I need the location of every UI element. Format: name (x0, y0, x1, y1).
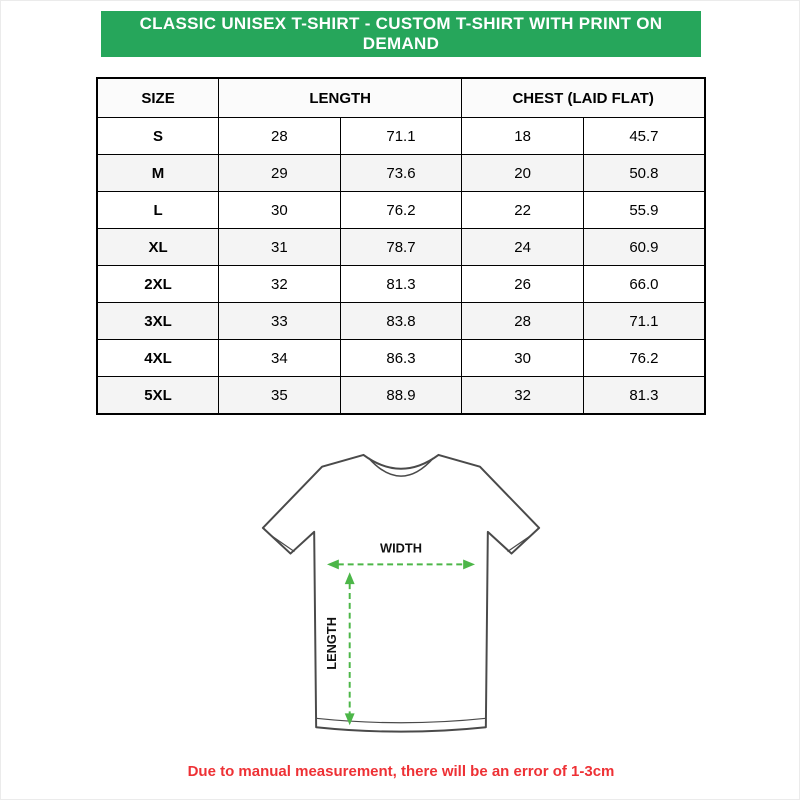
table-row (97, 266, 705, 303)
length-in-cell: 29 (219, 155, 341, 192)
length-cm-cell: 78.7 (340, 229, 462, 266)
width-label: WIDTH (380, 540, 422, 556)
length-cm-cell: 83.8 (340, 303, 462, 340)
size-cell: M (97, 155, 219, 192)
length-in-cell: 28 (219, 118, 341, 155)
chest-cm-cell: 81.3 (583, 377, 705, 415)
size-cell: S (97, 118, 219, 155)
length-cm-cell: 88.9 (340, 377, 462, 415)
chest-cm-cell: 60.9 (583, 229, 705, 266)
measurement-note (1, 763, 800, 780)
length-cm-cell: 73.6 (340, 155, 462, 192)
size-cell: L (97, 192, 219, 229)
length-in-cell: 31 (219, 229, 341, 266)
table-row (97, 229, 705, 266)
tshirt-measurement-diagram (253, 439, 549, 751)
size-cell: 2XL (97, 266, 219, 303)
chest-cm-cell: 50.8 (583, 155, 705, 192)
chest-cm-cell: 45.7 (583, 118, 705, 155)
chest-in-cell: 32 (462, 377, 584, 415)
table-row (97, 192, 705, 229)
tshirt-diagram-svg (253, 439, 549, 751)
chest-cm-cell: 66.0 (583, 266, 705, 303)
size-cell: 4XL (97, 340, 219, 377)
table-row (97, 377, 705, 415)
length-in-cell: 32 (219, 266, 341, 303)
table-header-row (97, 78, 705, 118)
chest-in-cell: 22 (462, 192, 584, 229)
length-cm-cell: 76.2 (340, 192, 462, 229)
table-row (97, 118, 705, 155)
table-row (97, 340, 705, 377)
length-in-cell: 33 (219, 303, 341, 340)
chest-cm-cell: 76.2 (583, 340, 705, 377)
size-cell: 3XL (97, 303, 219, 340)
header-length: LENGTH (219, 78, 462, 118)
chest-in-cell: 20 (462, 155, 584, 192)
length-cm-cell: 81.3 (340, 266, 462, 303)
header-size: SIZE (97, 78, 219, 118)
chest-cm-cell: 71.1 (583, 303, 705, 340)
chest-in-cell: 30 (462, 340, 584, 377)
chest-in-cell: 26 (462, 266, 584, 303)
measurement-note-text: Due to manual measurement, there will be an error of 1-3cm (187, 763, 615, 780)
size-cell: XL (97, 229, 219, 266)
header-chest: CHEST (LAID FLAT) (462, 78, 705, 118)
length-label: LENGTH (323, 617, 339, 670)
table-body (97, 118, 705, 415)
chest-in-cell: 24 (462, 229, 584, 266)
chest-cm-cell: 55.9 (583, 192, 705, 229)
chest-in-cell: 28 (462, 303, 584, 340)
length-in-cell: 34 (219, 340, 341, 377)
tshirt-outline (263, 455, 539, 732)
title-banner (101, 11, 701, 57)
length-in-cell: 30 (219, 192, 341, 229)
page-title: CLASSIC UNISEX T-SHIRT - CUSTOM T-SHIRT WITH PRINT ON DEMAND (139, 14, 663, 53)
table-row (97, 155, 705, 192)
size-chart-table (96, 77, 706, 415)
chest-in-cell: 18 (462, 118, 584, 155)
length-in-cell: 35 (219, 377, 341, 415)
table-row (97, 303, 705, 340)
length-cm-cell: 71.1 (340, 118, 462, 155)
size-cell: 5XL (97, 377, 219, 415)
length-cm-cell: 86.3 (340, 340, 462, 377)
